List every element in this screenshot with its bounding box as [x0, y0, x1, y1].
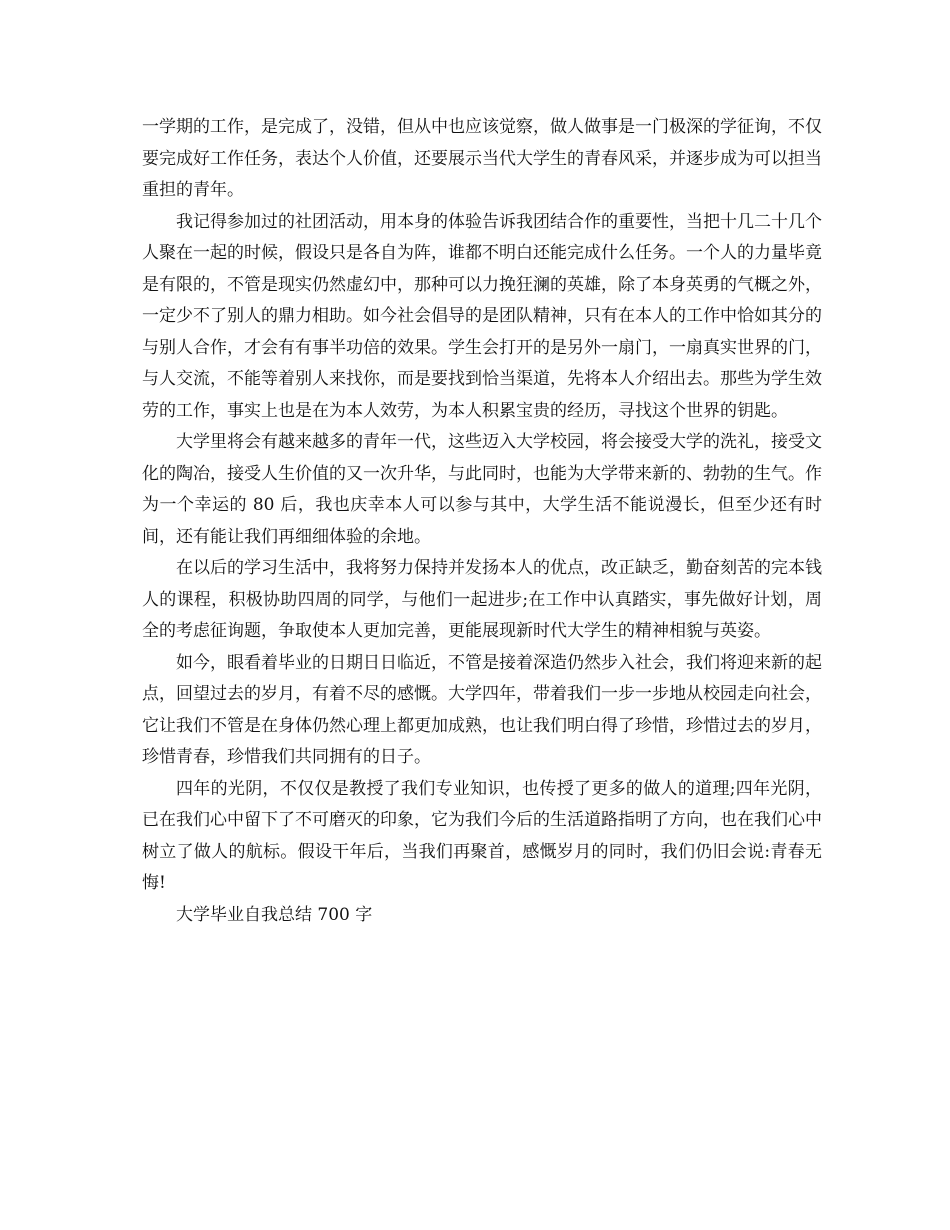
paragraph-teamwork: 我记得参加过的社团活动，用本身的体验告诉我团结合作的重要性，当把十几二十几个人聚在一起的时候，假设只是各自为阵，谁都不明白还能完成什么任务。一个人的力量毕竟是有限的，不管是现实仍然虚幻中，那种可以力挽狂澜的英雄，除了本身英勇的气概之外，一定少不了别人的鼎力相助。如今社会倡导的是团队精神，只有在本人的工作中恰如其分的与别人合作，才会有有事半功倍的效果。学生会打开的是另外一扇门，一扇真实世界的门，与人交流，不能等着别人来找你，而是要找到恰当渠道，先将本人介绍出去。那些为学生效劳的工作，事实上也是在为本人效劳，为本人积累宝贵的经历，寻找这个世界的钥匙。	[142, 211, 822, 421]
section-title: 大学毕业自我总结 700 字	[176, 904, 373, 925]
paragraph-continuation: 一学期的工作，是完成了，没错，但从中也应该觉察，做人做事是一门极深的学征询，不仅要完成好工作任务，表达个人价值，还要展示当代大学生的青春风采，并逐步成为可以担当重担的青年。	[142, 117, 822, 200]
paragraph-four-years: 四年的光阴，不仅仅是教授了我们专业知识，也传授了更多的做人的道理;四年光阴，已在我们心中留下了不可磨灭的印象，它为我们今后的生活道路指明了方向，也在我们心中树立了做人的航标。假设干年后，当我们再聚首，感慨岁月的同时，我们仍旧会说:青春无悔!	[142, 778, 822, 893]
paragraph-graduation: 如今，眼看着毕业的日期日日临近，不管是接着深造仍然步入社会，我们将迎来新的起点，回望过去的岁月，有着不尽的感慨。大学四年，带着我们一步一步地从校园走向社会，它让我们不管是在身体仍然心理上都更加成熟，也让我们明白得了珍惜，珍惜过去的岁月，珍惜青春，珍惜我们共同拥有的日子。	[142, 652, 822, 767]
document-body	[142, 112, 822, 931]
paragraph-youth: 大学里将会有越来越多的青年一代，这些迈入大学校园，将会接受大学的洗礼，接受文化的陶冶，接受人生价值的又一次升华，与此同时，也能为大学带来新的、勃勃的生气。作为一个幸运的 80 后，我也庆幸本人可以参与其中，大学生活不能说漫长，但至少还有时间，还有能让我们再细细体验的余地。	[142, 432, 822, 547]
paragraph-future-study: 在以后的学习生活中，我将努力保持并发扬本人的优点，改正缺乏，勤奋刻苦的完本钱人的课程，积极协助四周的同学，与他们一起进步;在工作中认真踏实，事先做好计划，周全的考虑征询题，争取使本人更加完善，更能展现新时代大学生的精神相貌与英姿。	[142, 558, 822, 641]
